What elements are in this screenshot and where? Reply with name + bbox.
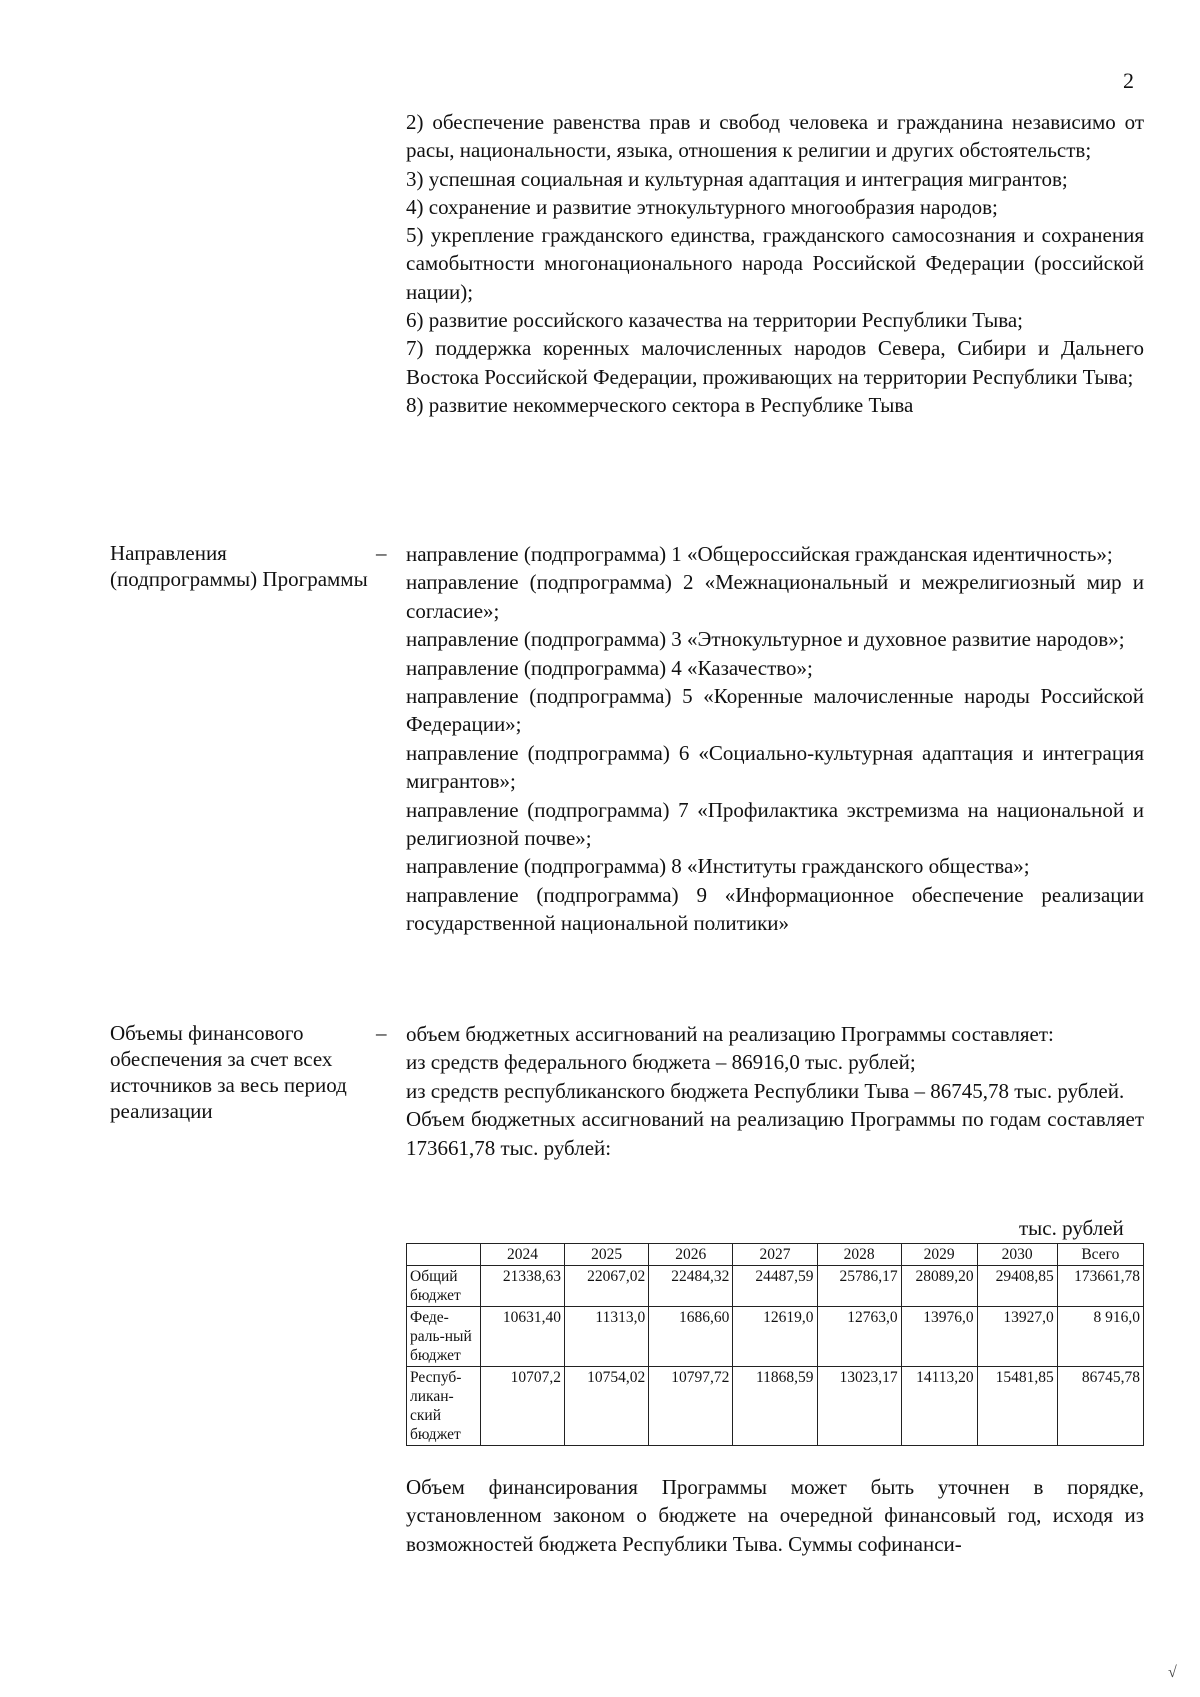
table-header-cell: 2028 — [817, 1244, 901, 1266]
table-header-cell: 2030 — [977, 1244, 1057, 1266]
table-unit-label: тыс. рублей — [1019, 1216, 1124, 1240]
goal-item: 6) развитие российского казачества на территории Республики Тыва; — [406, 308, 1023, 333]
table-cell: 12763,0 — [817, 1307, 901, 1367]
table-header-cell: 2025 — [565, 1244, 649, 1266]
closing-paragraph — [406, 1473, 1144, 1558]
finance-text — [406, 1020, 1144, 1162]
table-cell: 10631,40 — [480, 1307, 564, 1367]
finance-label: Объемы финансового обеспечения за счет всех источников за весь период реализации — [110, 1021, 347, 1123]
goal-item: 4) сохранение и развитие этнокультурного многообразия народов; — [406, 194, 998, 219]
goal-item: 2) обеспечение равенства прав и свобод человека и гражданина независимо от расы, национальности, языка, отношения к религии и других обстоятельств; — [406, 110, 1144, 163]
direction-item: направление (подпрограмма) 1 «Общероссийская гражданская идентичность»; — [406, 542, 1113, 566]
table-cell: 25786,17 — [817, 1266, 901, 1307]
table-row-label: Феде-раль-ный бюджет — [407, 1307, 481, 1367]
table-cell: 8 916,0 — [1057, 1307, 1143, 1367]
table-header-cell: 2027 — [733, 1244, 817, 1266]
finance-dash: – — [376, 1021, 387, 1045]
table-cell: 12619,0 — [733, 1307, 817, 1367]
direction-item: направление (подпрограмма) 9 «Информационное обеспечение реализации государственной национальной политики» — [406, 882, 1144, 936]
table-cell: 14113,20 — [901, 1367, 977, 1446]
table-cell: 10707,2 — [480, 1367, 564, 1446]
table-header-row — [407, 1244, 1144, 1266]
table-header-cell: 2029 — [901, 1244, 977, 1266]
page-number: 2 — [1123, 68, 1134, 93]
table-cell: 22484,32 — [649, 1266, 733, 1307]
table-cell: 11313,0 — [565, 1307, 649, 1367]
closing-text: Объем финансирования Программы может быть уточнен в порядке, установленном законом о бюджете на очередной финансовый год, исходя из возможностей бюджета Республики Тыва. Суммы софинанси- — [406, 1475, 1144, 1556]
directions-list — [406, 540, 1144, 938]
direction-item: направление (подпрограмма) 2 «Межнациональный и межрелигиозный мир и согласие»; — [406, 570, 1144, 623]
finance-item: объем бюджетных ассигнований на реализацию Программы составляет: — [406, 1022, 1054, 1046]
table-cell: 173661,78 — [1057, 1266, 1143, 1307]
goal-item: 5) укрепление гражданского единства, гражданского самосознания и сохранения самобытности многонационального народа Российской Федерации (российской нации); — [406, 223, 1144, 304]
table-cell: 21338,63 — [480, 1266, 564, 1307]
table-header-cell: 2026 — [649, 1244, 733, 1266]
direction-item: направление (подпрограмма) 6 «Социально-культурная адаптация и интеграция мигрантов»; — [406, 740, 1144, 794]
table-header-cell — [407, 1244, 481, 1266]
table-cell: 13927,0 — [977, 1307, 1057, 1367]
table-row — [407, 1367, 1144, 1446]
table-cell: 10754,02 — [565, 1367, 649, 1446]
table-row — [407, 1266, 1144, 1307]
table-row-label: Общий бюджет — [407, 1266, 481, 1307]
goal-item: 3) успешная социальная и культурная адаптация и интеграция мигрантов; — [406, 166, 1068, 191]
table-cell: 29408,85 — [977, 1266, 1057, 1307]
table-header-cell: Всего — [1057, 1244, 1143, 1266]
goal-item: 7) поддержка коренных малочисленных народов Севера, Сибири и Дальнего Востока Российской Федерации, проживающих на территории Республики Тыва; — [406, 336, 1144, 389]
direction-item: направление (подпрограмма) 8 «Институты гражданского общества»; — [406, 854, 1030, 879]
direction-item: направление (подпрограмма) 3 «Этнокультурное и духовное развитие народов»; — [406, 627, 1125, 652]
goals-list — [406, 108, 1144, 419]
table-cell: 13023,17 — [817, 1367, 901, 1446]
finance-item: Объем бюджетных ассигнований на реализацию Программы по годам составляет 173661,78 тыс. рублей: — [406, 1107, 1144, 1160]
table-cell: 11868,59 — [733, 1367, 817, 1446]
table-cell: 13976,0 — [901, 1307, 977, 1367]
table-cell: 15481,85 — [977, 1367, 1057, 1446]
table-cell: 1686,60 — [649, 1307, 733, 1367]
pen-mark-icon: √ — [1168, 1664, 1177, 1681]
budget-table — [406, 1243, 1144, 1446]
directions-label: Направления (подпрограммы) Программы — [110, 541, 368, 591]
directions-dash: – — [376, 541, 387, 565]
direction-item: направление (подпрограмма) 7 «Профилактика экстремизма на национальной и религиозной почве»; — [406, 797, 1144, 851]
finance-item: из средств федерального бюджета – 86916,0 тыс. рублей; — [406, 1050, 916, 1075]
table-cell: 24487,59 — [733, 1266, 817, 1307]
table-row — [407, 1307, 1144, 1367]
table-cell: 10797,72 — [649, 1367, 733, 1446]
finance-item: из средств республиканского бюджета Республики Тыва – 86745,78 тыс. рублей. — [406, 1078, 1125, 1103]
goal-item: 8) развитие некоммерческого сектора в Республике Тыва — [406, 392, 914, 417]
table-header-cell: 2024 — [480, 1244, 564, 1266]
table-cell: 86745,78 — [1057, 1367, 1143, 1446]
direction-item: направление (подпрограмма) 5 «Коренные малочисленные народы Российской Федерации»; — [406, 684, 1144, 737]
table-cell: 22067,02 — [565, 1266, 649, 1307]
table-cell: 28089,20 — [901, 1266, 977, 1307]
table-row-label: Респуб-ликан-ский бюджет — [407, 1367, 481, 1446]
direction-item: направление (подпрограмма) 4 «Казачество»; — [406, 655, 813, 680]
